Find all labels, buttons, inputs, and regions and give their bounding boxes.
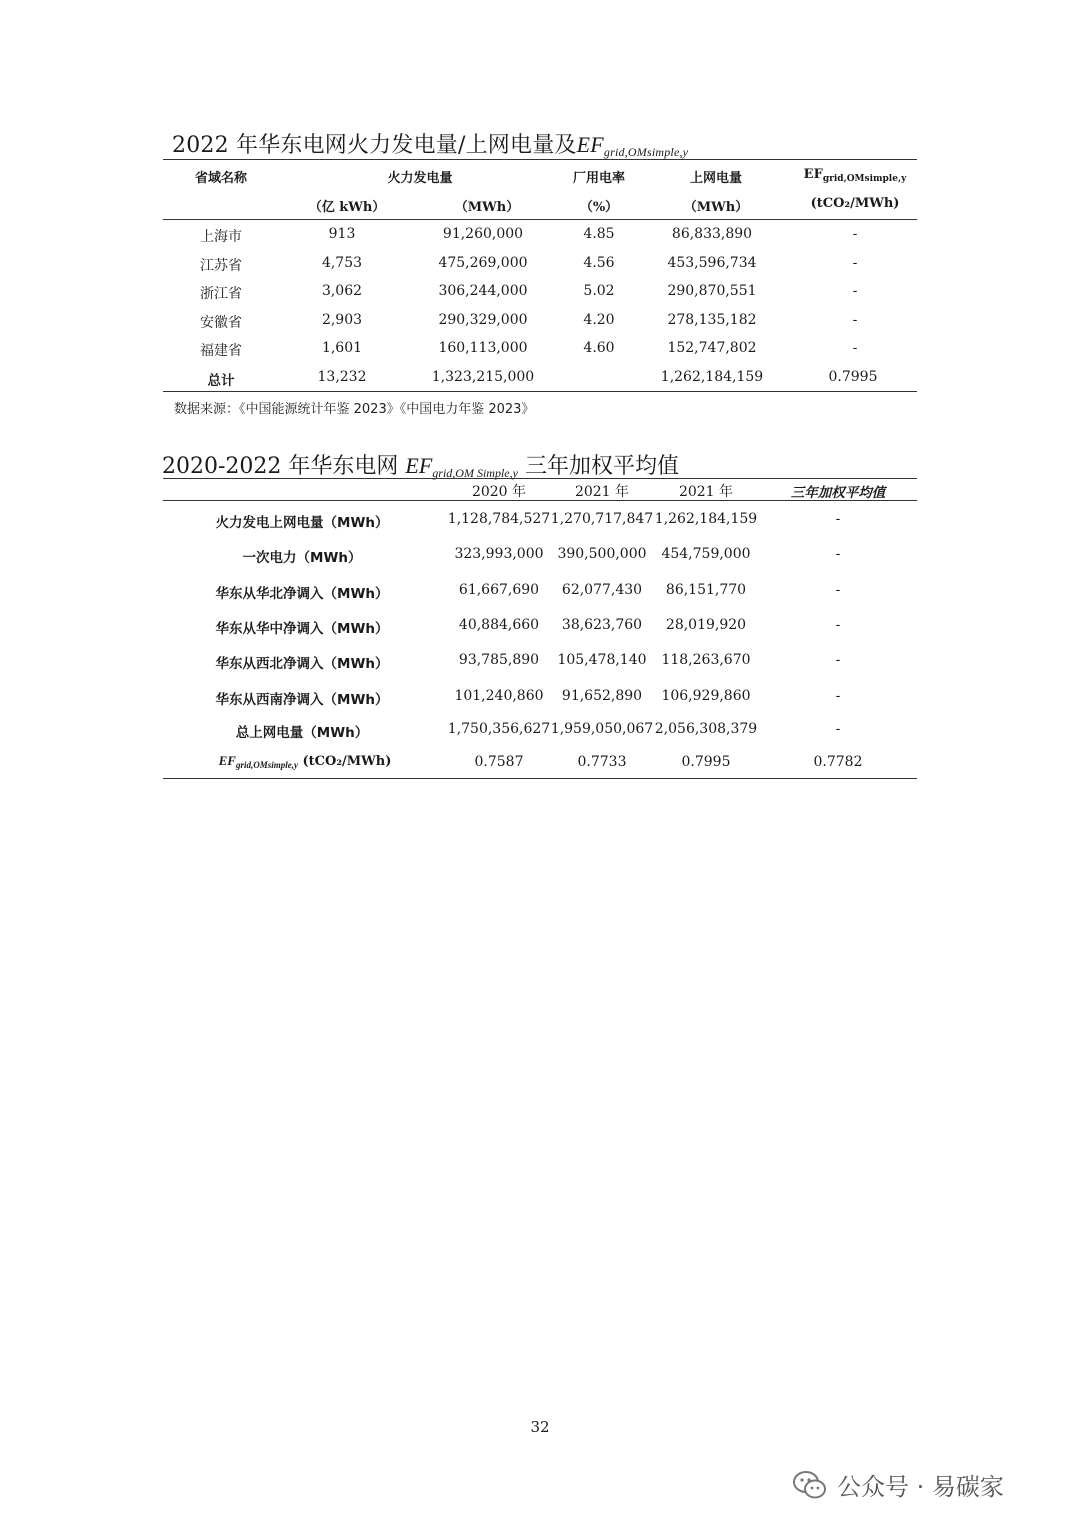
t2-r1-2020: 323,993,000	[454, 546, 544, 562]
t1-r4-ef: -	[852, 340, 858, 356]
t1-total-grid: 1,262,184,159	[660, 369, 764, 385]
header-thermal-generation: 火力发电量	[387, 171, 453, 186]
t2-col-2021b: 2021 年	[678, 484, 734, 500]
t2-r1-2021a: 390,500,000	[557, 546, 647, 562]
t1-r3-grid: 278,135,182	[667, 312, 757, 328]
t2-r0-label: 火力发电上网电量（MWh）	[215, 515, 389, 531]
t2-r6-2021b: 2,056,308,379	[654, 721, 758, 737]
t1-r3-gen-kwh: 2,903	[321, 312, 363, 328]
t2-r4-2020: 93,785,890	[458, 652, 540, 668]
t2-r3-2020: 40,884,660	[458, 617, 540, 633]
t2-ef-2020: 0.7587	[474, 754, 524, 770]
t2-r5-2020: 101,240,860	[454, 688, 544, 704]
table2-title: 2020-2022 年华东电网 $EF_{grid,OM Simple,y}$ 三年加权平均值	[162, 453, 679, 480]
t2-r3-2021a: 38,623,760	[561, 617, 643, 633]
t1-r3-ef: -	[852, 312, 858, 328]
t2-r1-avg: -	[835, 546, 841, 562]
t2-r2-2021b: 86,151,770	[665, 582, 747, 598]
t2-r5-2021b: 106,929,860	[661, 688, 751, 704]
t2-col-2021a: 2021 年	[574, 484, 630, 500]
t2-r6-label: 总上网电量（MWh）	[235, 725, 369, 741]
t1-r4-grid: 152,747,802	[667, 340, 757, 356]
table1-top-rule	[163, 159, 917, 160]
t2-r3-2021b: 28,019,920	[665, 617, 747, 633]
t1-r0-ef: -	[852, 226, 858, 242]
t2-r2-label: 华东从华北净调入（MWh）	[215, 586, 389, 602]
t2-r4-avg: -	[835, 652, 841, 668]
t1-r3-province: 安徽省	[200, 315, 242, 331]
t1-r4-gen-mwh: 160,113,000	[438, 340, 528, 356]
t1-total-label: 总计	[207, 373, 235, 389]
t1-r3-gen-mwh: 290,329,000	[438, 312, 528, 328]
table1-source-note: 数据来源：《中国能源统计年鉴 2023》《中国电力年鉴 2023》	[174, 402, 535, 417]
table2-top-rule	[163, 478, 917, 479]
unit-mwh: （MWh）	[454, 200, 520, 215]
t2-r5-label: 华东从西南净调入（MWh）	[215, 692, 389, 708]
t2-r6-2021a: 1,959,050,067	[550, 721, 654, 737]
t2-r3-label: 华东从华中净调入（MWh）	[215, 621, 389, 637]
t1-r2-province: 浙江省	[200, 286, 242, 302]
t1-r0-gen-mwh: 91,260,000	[442, 226, 524, 242]
t1-r1-grid: 453,596,734	[667, 255, 757, 271]
header-province: 省域名称	[194, 171, 248, 186]
t1-r2-ef: -	[852, 283, 858, 299]
t1-r2-gen-kwh: 3,062	[321, 283, 363, 299]
unit-percent: （%）	[579, 200, 619, 215]
t2-r1-2021b: 454,759,000	[661, 546, 751, 562]
t1-r4-province: 福建省	[200, 343, 242, 359]
t2-r0-avg: -	[835, 511, 841, 527]
t2-r3-avg: -	[835, 617, 841, 633]
t1-r0-rate: 4.85	[583, 226, 615, 242]
t2-ef-2021b: 0.7995	[681, 754, 731, 770]
unit-mwh-grid: （MWh）	[683, 200, 749, 215]
t1-r1-gen-mwh: 475,269,000	[438, 255, 528, 271]
t1-r2-gen-mwh: 306,244,000	[438, 283, 528, 299]
t1-r4-gen-kwh: 1,601	[321, 340, 363, 356]
t1-r1-gen-kwh: 4,753	[321, 255, 363, 271]
t1-total-ef: 0.7995	[828, 369, 878, 385]
page-number: 32	[530, 1418, 550, 1436]
t1-r1-ef: -	[852, 255, 858, 271]
t2-ef-2021a: 0.7733	[577, 754, 627, 770]
header-auxiliary-rate: 厂用电率	[572, 171, 626, 186]
t2-r5-2021a: 91,652,890	[561, 688, 643, 704]
table2-header-rule	[163, 500, 917, 501]
wechat-icon	[793, 1470, 827, 1500]
t2-r5-avg: -	[835, 688, 841, 704]
t2-r0-2021a: 1,270,717,847	[550, 511, 654, 527]
t1-r3-rate: 4.20	[583, 312, 615, 328]
t1-r1-province: 江苏省	[200, 258, 242, 274]
t2-ef-avg: 0.7782	[813, 754, 863, 770]
t2-r4-2021a: 105,478,140	[557, 652, 647, 668]
t2-r6-avg: -	[835, 721, 841, 737]
t2-r2-avg: -	[835, 582, 841, 598]
t2-r4-2021b: 118,263,670	[661, 652, 751, 668]
table1-title: 2022 年华东电网火力发电量/上网电量及$EF_{grid,OMsimple,y}$	[172, 132, 689, 159]
t2-r0-2021b: 1,262,184,159	[654, 511, 758, 527]
t2-r2-2020: 61,667,690	[458, 582, 540, 598]
table2-bottom-rule	[163, 778, 917, 779]
table1-bottom-rule	[163, 391, 917, 392]
header-ef: $EF_{grid,OMsimple,y}$	[803, 167, 907, 184]
t1-r0-grid: 86,833,890	[671, 226, 753, 242]
t1-r1-rate: 4.56	[583, 255, 615, 271]
t2-col-2020: 2020 年	[471, 484, 527, 500]
t2-r4-label: 华东从西北净调入（MWh）	[215, 656, 389, 672]
header-grid-supply: 上网电量	[689, 171, 743, 186]
t1-r2-rate: 5.02	[583, 283, 615, 299]
t2-r2-2021a: 62,077,430	[561, 582, 643, 598]
t2-r1-label: 一次电力（MWh）	[242, 550, 362, 566]
t1-r0-province: 上海市	[200, 229, 242, 245]
t2-r0-2020: 1,128,784,527	[447, 511, 551, 527]
t1-r4-rate: 4.60	[583, 340, 615, 356]
t2-ef-label: $EF_{grid,OMsimple,y}$ (tCO₂/MWh)	[218, 753, 392, 770]
t1-total-gen-mwh: 1,323,215,000	[431, 369, 535, 385]
table1-header-rule	[163, 219, 917, 220]
unit-tco2-mwh: (tCO₂/MWh)	[810, 196, 900, 211]
t1-total-gen-kwh: 13,232	[317, 369, 367, 385]
unit-100m-kwh: （亿 kWh）	[308, 200, 386, 215]
t1-r2-grid: 290,870,551	[667, 283, 757, 299]
t2-r6-2020: 1,750,356,627	[447, 721, 551, 737]
t2-col-weighted-avg: 三年加权平均值	[790, 485, 886, 501]
wechat-watermark	[793, 1467, 1004, 1502]
t1-r0-gen-kwh: 913	[328, 226, 356, 242]
watermark-text: 公众号 · 易碳家	[837, 1473, 1004, 1501]
